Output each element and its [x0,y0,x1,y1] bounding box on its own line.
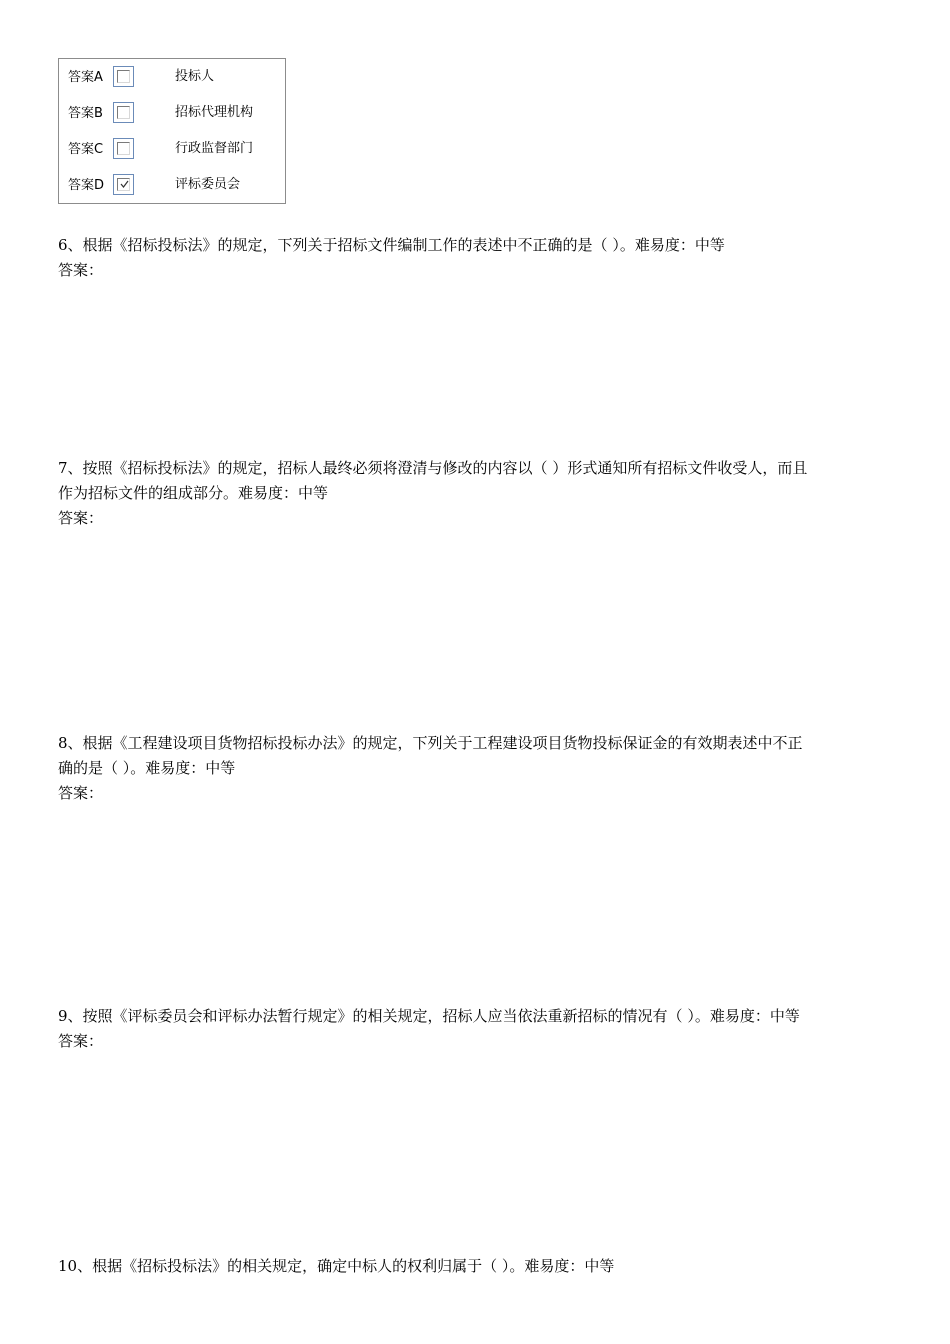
question-text: 6、根据《招标投标法》的规定，下列关于招标文件编制工作的表述中不正确的是（ ）。难易度：中等 [58,236,725,254]
option-row-b [59,99,285,127]
question-7 [58,456,894,531]
option-text-a: 投标人 [175,69,215,84]
question-text-continued: 作为招标文件的组成部分。难易度：中等 [58,484,329,502]
checkbox-inner [117,142,130,155]
option-key-a: 答案A [68,70,103,85]
option-key-c: 答案C [68,142,104,157]
answer-label: 答案： [58,1032,104,1050]
checkmark-icon [119,179,130,190]
option-text-b: 招标代理机构 [175,105,254,120]
option-key-b: 答案B [68,106,103,121]
question-text: 10、根据《招标投标法》的相关规定，确定中标人的权利归属于（ ）。难易度：中等 [58,1257,615,1275]
answer-options-panel [58,58,286,204]
option-text-d: 评标委员会 [175,177,241,192]
answer-label: 答案： [58,784,104,802]
checkbox-inner [117,106,130,119]
question-9 [58,1004,894,1054]
option-key-d: 答案D [68,178,105,193]
question-text: 7、按照《招标投标法》的规定，招标人最终必须将澄清与修改的内容以（ ）形式通知所有招标文件收受人，而且 [58,459,808,477]
option-checkbox-c[interactable] [113,138,134,159]
question-8 [58,731,894,806]
option-checkbox-a[interactable] [113,66,134,87]
option-checkbox-b[interactable] [113,102,134,123]
question-6 [58,233,894,283]
question-text-continued: 确的是（ ）。难易度：中等 [58,759,236,777]
question-10 [58,1254,894,1279]
option-row-a [59,63,285,91]
option-row-c [59,135,285,163]
checkbox-inner [117,70,130,83]
option-row-d [59,171,285,199]
answer-label: 答案： [58,509,104,527]
option-text-c: 行政监督部门 [175,141,254,156]
answer-label: 答案： [58,261,104,279]
question-text: 8、根据《工程建设项目货物招标投标办法》的规定，下列关于工程建设项目货物投标保证金的有效期表述中不正 [58,734,803,752]
checkbox-inner [117,178,130,191]
option-checkbox-d[interactable] [113,174,134,195]
question-text: 9、按照《评标委员会和评标办法暂行规定》的相关规定，招标人应当依法重新招标的情况有（ ）。难易度：中等 [58,1007,800,1025]
